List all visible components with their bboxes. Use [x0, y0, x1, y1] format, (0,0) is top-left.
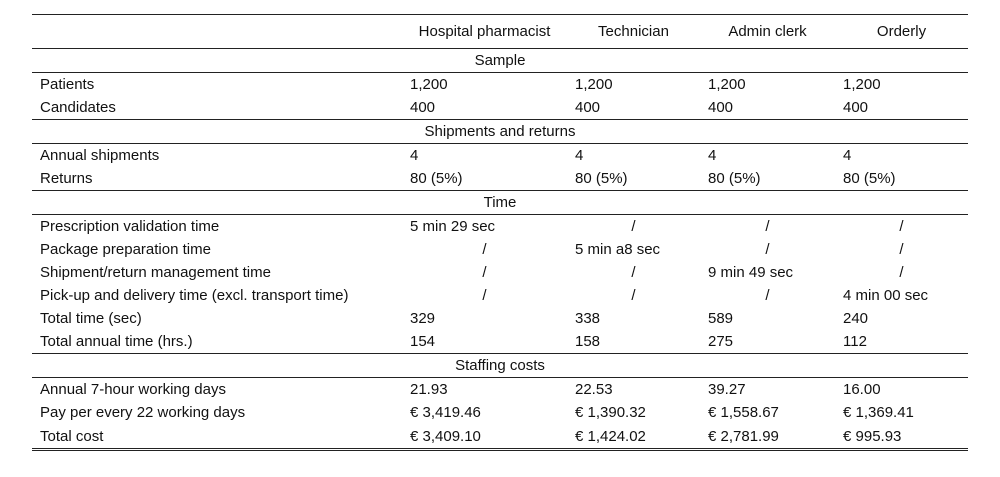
header-row	[32, 15, 968, 49]
table-row	[32, 167, 968, 191]
cell-value: 80 (5%)	[708, 170, 761, 187]
cell-value: /	[899, 241, 904, 258]
cell-value: /	[482, 241, 487, 258]
cell-value: 22.53	[575, 381, 613, 398]
table-row	[32, 238, 968, 261]
cell-value: /	[631, 287, 636, 304]
row-label: Annual 7-hour working days	[40, 381, 226, 398]
table-row	[32, 144, 968, 168]
cell-value: € 1,558.67	[708, 404, 779, 421]
cell-value: € 1,369.41	[843, 404, 914, 421]
cell-value: 9 min 49 sec	[708, 264, 794, 281]
row-label: Pick-up and delivery time (excl. transport time)	[40, 287, 349, 304]
table-row	[32, 96, 968, 120]
header-hospital-pharmacist: Hospital pharmacist	[402, 15, 567, 49]
cell-value: 400	[410, 99, 436, 116]
cell-value: 80 (5%)	[575, 170, 628, 187]
header-label-column	[32, 15, 402, 49]
cell-value: 4	[575, 147, 584, 164]
cell-value: /	[899, 218, 904, 235]
cell-value: € 2,781.99	[700, 424, 835, 450]
cell-value: 400	[843, 99, 869, 116]
table-row	[32, 330, 968, 354]
cell-value: 158	[575, 333, 601, 350]
cell-value: 240	[843, 310, 869, 327]
row-label: Patients	[40, 76, 95, 93]
table-row	[32, 215, 968, 239]
section-title: Sample	[32, 49, 968, 73]
cell-value: /	[899, 264, 904, 281]
cell-value: /	[765, 218, 770, 235]
cell-value: 16.00	[843, 381, 881, 398]
cell-value: 4	[708, 147, 717, 164]
section-title: Shipments and returns	[32, 120, 968, 144]
cell-value: 154	[410, 333, 436, 350]
row-label: Package preparation time	[40, 241, 211, 258]
row-label: Total cost	[32, 424, 402, 450]
cell-value: € 3,419.46	[410, 404, 481, 421]
cell-value: /	[482, 287, 487, 304]
cell-value: 80 (5%)	[410, 170, 463, 187]
row-label: Candidates	[40, 99, 116, 116]
cell-value: 4 min 00 sec	[843, 287, 929, 304]
table-row	[32, 261, 968, 284]
cell-value: 1,200	[708, 76, 746, 93]
cell-value: 39.27	[708, 381, 746, 398]
section-title: Staffing costs	[32, 354, 968, 378]
cell-value: 400	[575, 99, 601, 116]
section-header-time	[32, 191, 968, 215]
table-row	[32, 401, 968, 424]
cell-value: 329	[410, 310, 436, 327]
cell-value: 589	[708, 310, 734, 327]
row-label: Annual shipments	[40, 147, 160, 164]
cell-value: 4	[843, 147, 852, 164]
row-label: Pay per every 22 working days	[40, 404, 246, 421]
table-row	[32, 284, 968, 307]
cell-value: /	[765, 287, 770, 304]
row-label: Total time (sec)	[40, 310, 142, 327]
header-admin-clerk: Admin clerk	[700, 15, 835, 49]
cell-value: 112	[843, 333, 867, 350]
row-label: Total annual time (hrs.)	[40, 333, 193, 350]
section-header-sample	[32, 49, 968, 73]
table-body	[32, 49, 968, 450]
cell-value: 21.93	[410, 381, 448, 398]
cell-value: € 1,424.02	[567, 424, 700, 450]
cell-value: 5 min a8 sec	[575, 241, 661, 258]
table-header	[32, 15, 968, 49]
cell-value: /	[631, 218, 636, 235]
header-technician: Technician	[567, 15, 700, 49]
cell-value: /	[482, 264, 487, 281]
cell-value: /	[765, 241, 770, 258]
section-header-staffing	[32, 354, 968, 378]
header-orderly: Orderly	[835, 15, 968, 49]
table-row	[32, 73, 968, 97]
table-row	[32, 378, 968, 402]
cell-value: 1,200	[843, 76, 881, 93]
cell-value: 275	[708, 333, 734, 350]
cell-value: € 1,390.32	[575, 404, 646, 421]
cost-table-container	[32, 14, 968, 451]
cell-value: 4	[410, 147, 419, 164]
cost-analysis-table	[32, 14, 968, 451]
cell-value: 1,200	[410, 76, 448, 93]
section-title: Time	[32, 191, 968, 215]
cell-value: 5 min 29 sec	[410, 218, 496, 235]
table-row	[32, 307, 968, 330]
cell-value: 1,200	[575, 76, 613, 93]
cell-value: 80 (5%)	[843, 170, 896, 187]
row-label: Prescription validation time	[40, 218, 220, 235]
section-header-shipments	[32, 120, 968, 144]
cell-value: € 3,409.10	[402, 424, 567, 450]
row-label: Shipment/return management time	[40, 264, 271, 281]
cell-value: 400	[708, 99, 734, 116]
cell-value: € 995.93	[835, 424, 968, 450]
row-label: Returns	[40, 170, 93, 187]
cell-value: 338	[575, 310, 601, 327]
table-row	[32, 424, 968, 450]
cell-value: /	[631, 264, 636, 281]
